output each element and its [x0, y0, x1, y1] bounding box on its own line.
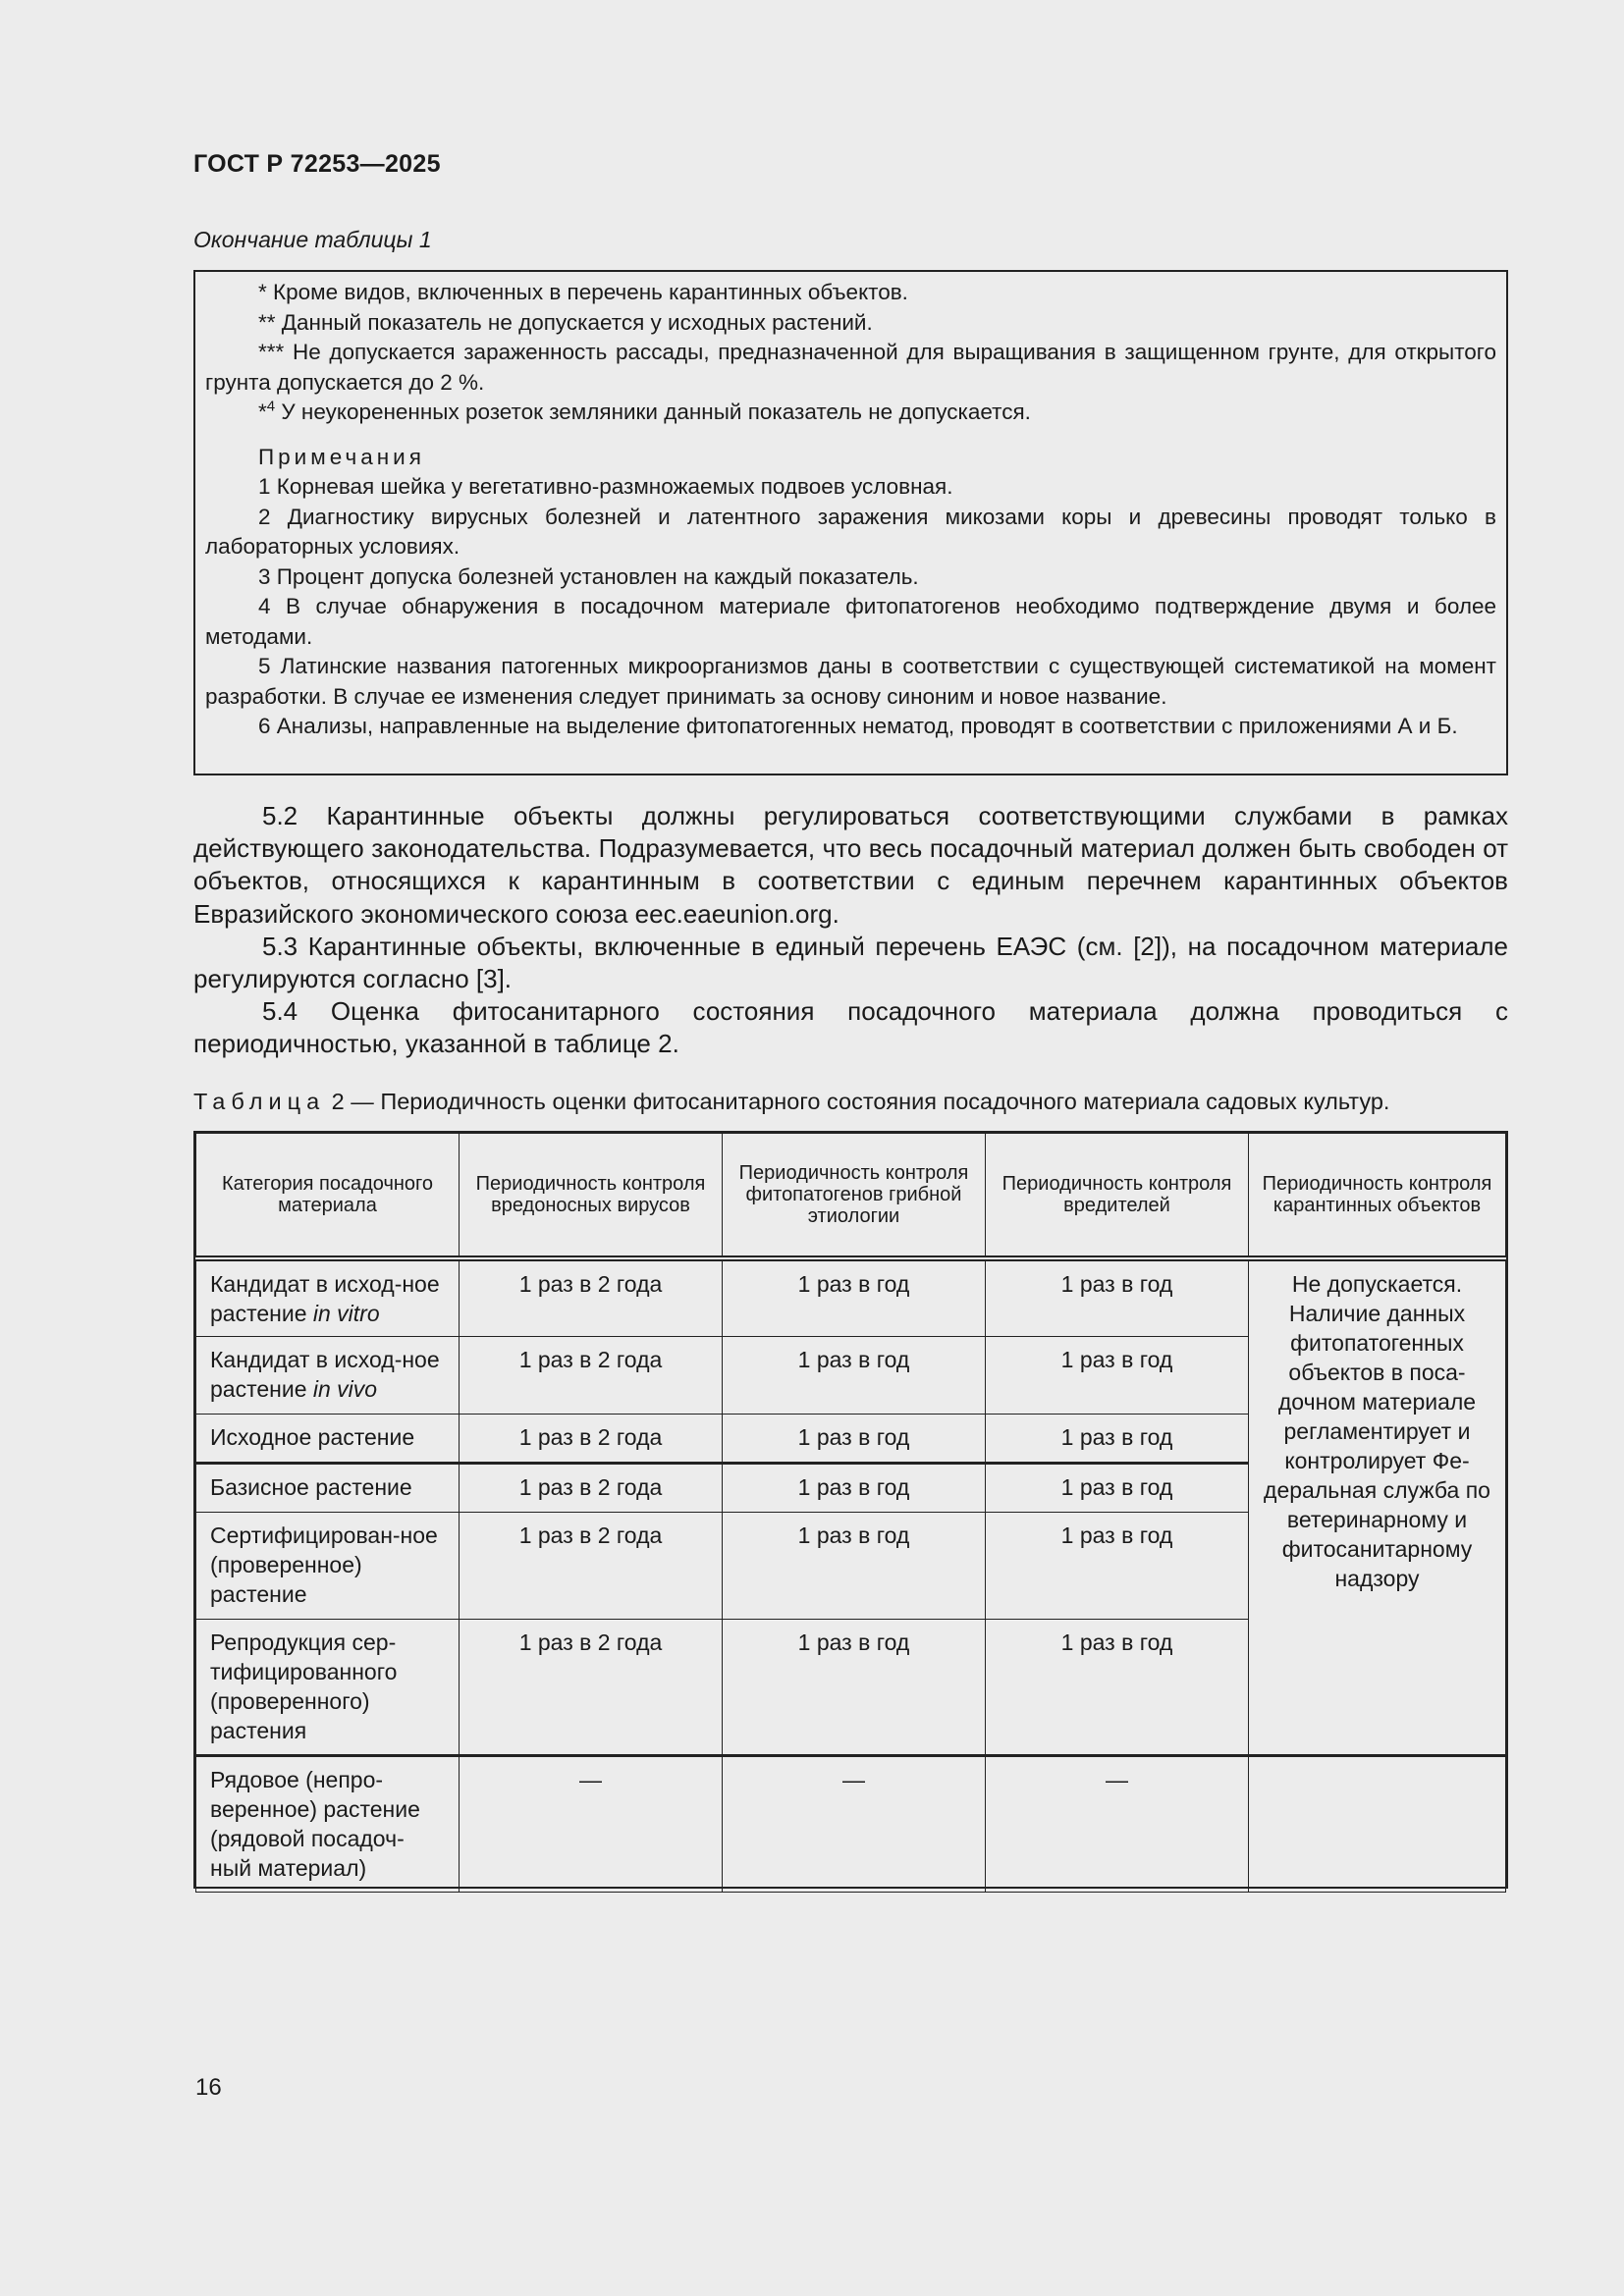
note-4: 4 В случае обнаружения в посадочном материале фитопатогенов необходимо подтверждение двумя и более методами. — [205, 594, 1496, 649]
cell-viruses: — — [460, 1755, 723, 1892]
cell-quarantine-last — [1249, 1755, 1506, 1892]
row-category: Рядовое (непро-веренное) растение (рядовой посадоч-ный материал) — [196, 1755, 460, 1892]
body-text — [193, 800, 1508, 1061]
cell-fungi: 1 раз в год — [723, 1336, 986, 1414]
row-category: Кандидат в исход-ное растение in vivo — [196, 1336, 460, 1414]
cell-pests: 1 раз в год — [986, 1336, 1249, 1414]
row-category: Кандидат в исход-ное растение in vitro — [196, 1258, 460, 1336]
cell-viruses: 1 раз в 2 года — [460, 1336, 723, 1414]
table-row — [196, 1258, 1506, 1336]
header-pests: Периодичность контроля вредителей — [986, 1134, 1249, 1259]
note-1: 1 Корневая шейка у вегетативно-размножаемых подвоев условная. — [258, 474, 953, 499]
note-5: 5 Латинские названия патогенных микроорганизмов даны в соответствии с существующей систематикой на момент разработки. В случае ее изменения следует принимать за основу синоним и новое название. — [205, 654, 1496, 709]
cell-viruses: 1 раз в 2 года — [460, 1414, 723, 1463]
notes-heading: Примечания — [258, 444, 425, 469]
note-2: 2 Диагностику вирусных болезней и латентного заражения микозами коры и древесины проводят только в лабораторных условиях. — [205, 504, 1496, 559]
table-row — [196, 1755, 1506, 1892]
cell-viruses: 1 раз в 2 года — [460, 1258, 723, 1336]
table2-caption — [193, 1089, 1389, 1115]
note-3: 3 Процент допуска болезней установлен на каждый показатель. — [258, 563, 919, 589]
row-category: Базисное растение — [196, 1463, 460, 1512]
header-viruses: Периодичность контроля вредоносных вирусов — [460, 1134, 723, 1259]
footnote-3: *** Не допускается зараженность рассады, предназначенной для выращивания в защищенном грунте, для открытого грунта допускается до 2 %. — [205, 340, 1496, 395]
cell-viruses: 1 раз в 2 года — [460, 1512, 723, 1619]
table2 — [193, 1131, 1508, 1889]
cell-fungi: 1 раз в год — [723, 1619, 986, 1755]
cell-pests: 1 раз в год — [986, 1414, 1249, 1463]
header-quarantine: Периодичность контроля карантинных объектов — [1249, 1134, 1506, 1259]
cell-fungi: — — [723, 1755, 986, 1892]
cell-fungi: 1 раз в год — [723, 1463, 986, 1512]
header-category: Категория посадочного материала — [196, 1134, 460, 1259]
cell-pests: — — [986, 1755, 1249, 1892]
document-code: ГОСТ Р 72253—2025 — [193, 150, 441, 178]
table2-caption-text: 2 — Периодичность оценки фитосанитарного состояния посадочного материала садовых культур. — [325, 1089, 1390, 1114]
cell-quarantine-merged: Не допускается. Наличие данных фитопатогенных объектов в поса-дочном материале регламентирует и контролирует Фе-деральная служба по ветеринарному и фитосанитарному надзору — [1249, 1258, 1506, 1755]
cell-pests: 1 раз в год — [986, 1619, 1249, 1755]
cell-viruses: 1 раз в 2 года — [460, 1619, 723, 1755]
row-category: Сертифицирован-ное (проверенное) растение — [196, 1512, 460, 1619]
paragraph-5-4: 5.4 Оценка фитосанитарного состояния посадочного материала должна проводиться с периодичностью, указанной в таблице 2. — [193, 996, 1508, 1059]
paragraph-5-3: 5.3 Карантинные объекты, включенные в единый перечень ЕАЭС (см. [2]), на посадочном материале регулируются согласно [3]. — [193, 931, 1508, 994]
cell-fungi: 1 раз в год — [723, 1512, 986, 1619]
cell-pests: 1 раз в год — [986, 1258, 1249, 1336]
cell-viruses: 1 раз в 2 года — [460, 1463, 723, 1512]
table2-caption-label: Таблица — [193, 1089, 326, 1114]
footnote-1: * Кроме видов, включенных в перечень карантинных объектов. — [258, 280, 908, 304]
paragraph-5-2: 5.2 Карантинные объекты должны регулироваться соответствующими службами в рамках действующего законодательства. Подразумевается, что весь посадочный материал должен быть свободен от объектов, относящихся к карантинным в соответствии с единым перечнем карантинных объектов Евразийского экономического союза eec.eaeunion.org. — [193, 801, 1508, 929]
cell-pests: 1 раз в год — [986, 1463, 1249, 1512]
table-continuation-caption: Окончание таблицы 1 — [193, 227, 432, 252]
row-category: Репродукция сер-тифицированного (проверенного) растения — [196, 1619, 460, 1755]
table-header-row — [196, 1134, 1506, 1259]
row-category: Исходное растение — [196, 1414, 460, 1463]
footnote-2: ** Данный показатель не допускается у исходных растений. — [258, 309, 873, 335]
page-number: 16 — [195, 2074, 222, 2101]
table1-footnotes-box — [193, 270, 1508, 775]
header-fungi: Периодичность контроля фитопатогенов грибной этиологии — [723, 1134, 986, 1259]
footnote-4: *$^4$ У неукорененных розеток земляники данный показатель не допускается. — [258, 398, 1031, 424]
cell-fungi: 1 раз в год — [723, 1258, 986, 1336]
cell-pests: 1 раз в год — [986, 1512, 1249, 1619]
note-6: 6 Анализы, направленные на выделение фитопатогенных нематод, проводят в соответствии с приложениями А и Б. — [258, 714, 1458, 738]
cell-fungi: 1 раз в год — [723, 1414, 986, 1463]
